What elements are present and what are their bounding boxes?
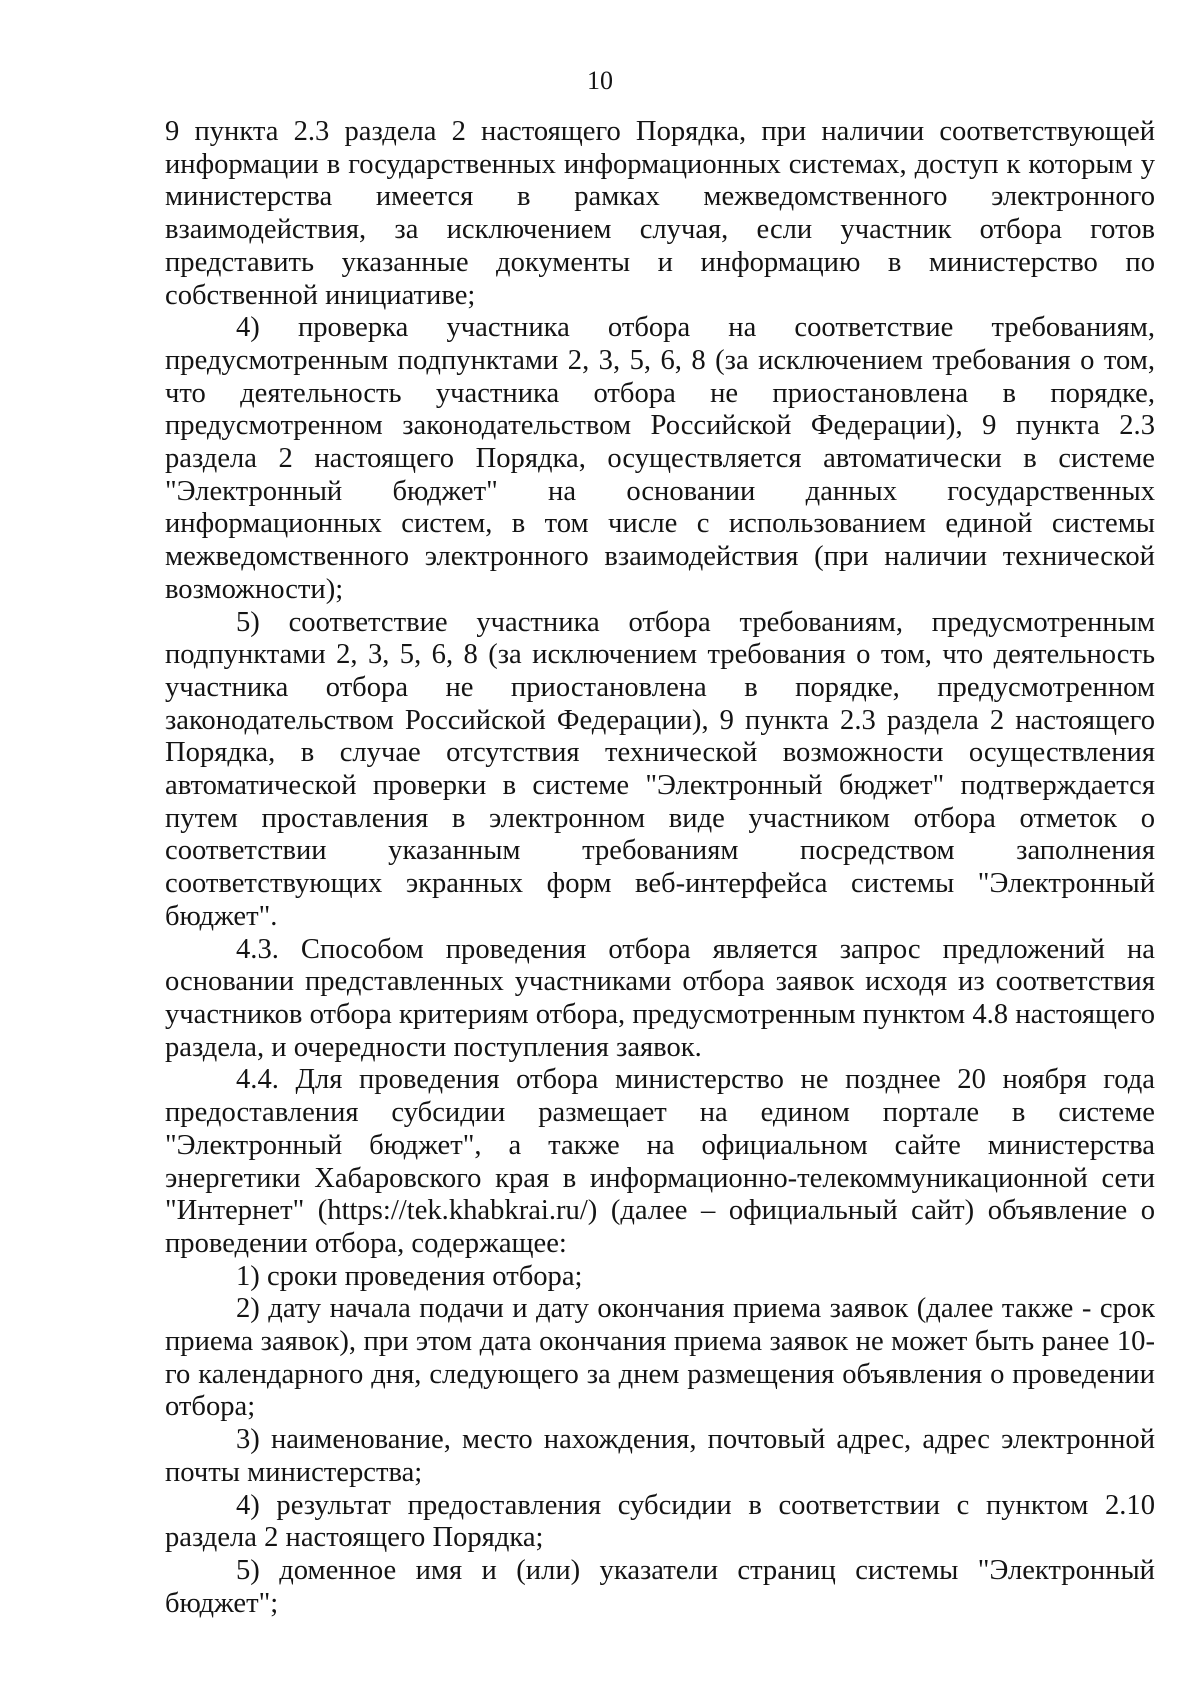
list-item-1: 1) сроки проведения отбора;	[236, 1260, 583, 1292]
page-number: 10	[587, 66, 613, 95]
paragraph-item-5-compliance: 5) соответствие участника отбора требованиям, предусмотренным подпунктами 2, 3, 5, 6, 8 (за исключением требования о том, что деятельность участника отбора не приостановлена в порядке, предусмотренном законодательством Российской Федерации), 9 пункта 2.3 раздела 2 настоящего Порядка, в случае отсутствия технической возможности осуществления автоматической проверки в системе "Электронный бюджет" подтверждается путем проставления в электронном виде участником отбора отметок о соответствии указанным требованиям посредством заполнения соответствующих экранных форм веб-интерфейса системы "Электронный бюджет".	[165, 606, 1155, 932]
list-item-4: 4) результат предоставления субсидии в соответствии с пунктом 2.10 раздела 2 настоящего Порядка;	[165, 1489, 1155, 1554]
paragraph-section-4-4: 4.4. Для проведения отбора министерство не позднее 20 ноября года предоставления субсидии размещает на едином портале в системе "Электронный бюджет", а также на официальном сайте министерства энергетики Хабаровского края в информационно-телекоммуникационной сети "Интернет" (https://tek.khabkrai.ru/) (далее – официальный сайт) объявление о проведении отбора, содержащее:	[165, 1064, 1155, 1259]
paragraph-continuation: 9 пункта 2.3 раздела 2 настоящего Порядка, при наличии соответствующей информации в государственных информационных системах, доступ к которым у министерства имеется в рамках межведомственного электронного взаимодействия, за исключением случая, если участник отбора готов представить указанные документы и информацию в министерство по собственной инициативе;	[165, 116, 1155, 311]
document-body	[165, 116, 1155, 1620]
paragraph-item-4-verification: 4) проверка участника отбора на соответствие требованиям, предусмотренным подпунктами 2, 3, 5, 6, 8 (за исключением требования о том, что деятельность участника отбора не приостановлена в порядке, предусмотренном законодательством Российской Федерации), 9 пункта 2.3 раздела 2 настоящего Порядка, осуществляется автоматически в системе "Электронный бюджет" на основании данных государственных информационных систем, в том числе с использованием единой системы межведомственного электронного взаимодействия (при наличии технической возможности);	[165, 312, 1155, 605]
list-item-5: 5) доменное имя и (или) указатели страниц системы "Электронный бюджет";	[165, 1554, 1155, 1619]
paragraph-section-4-3: 4.3. Способом проведения отбора является запрос предложений на основании представленных участниками отбора заявок исходя из соответствия участников отбора критериям отбора, предусмотренным пунктом 4.8 настоящего раздела, и очередности поступления заявок.	[165, 933, 1155, 1063]
list-item-2: 2) дату начала подачи и дату окончания приема заявок (далее также - срок приема заявок), при этом дата окончания приема заявок не может быть ранее 10-го календарного дня, следующего за днем размещения объявления о проведении отбора;	[165, 1293, 1155, 1423]
list-item-3: 3) наименование, место нахождения, почтовый адрес, адрес электронной почты министерства;	[165, 1424, 1155, 1488]
